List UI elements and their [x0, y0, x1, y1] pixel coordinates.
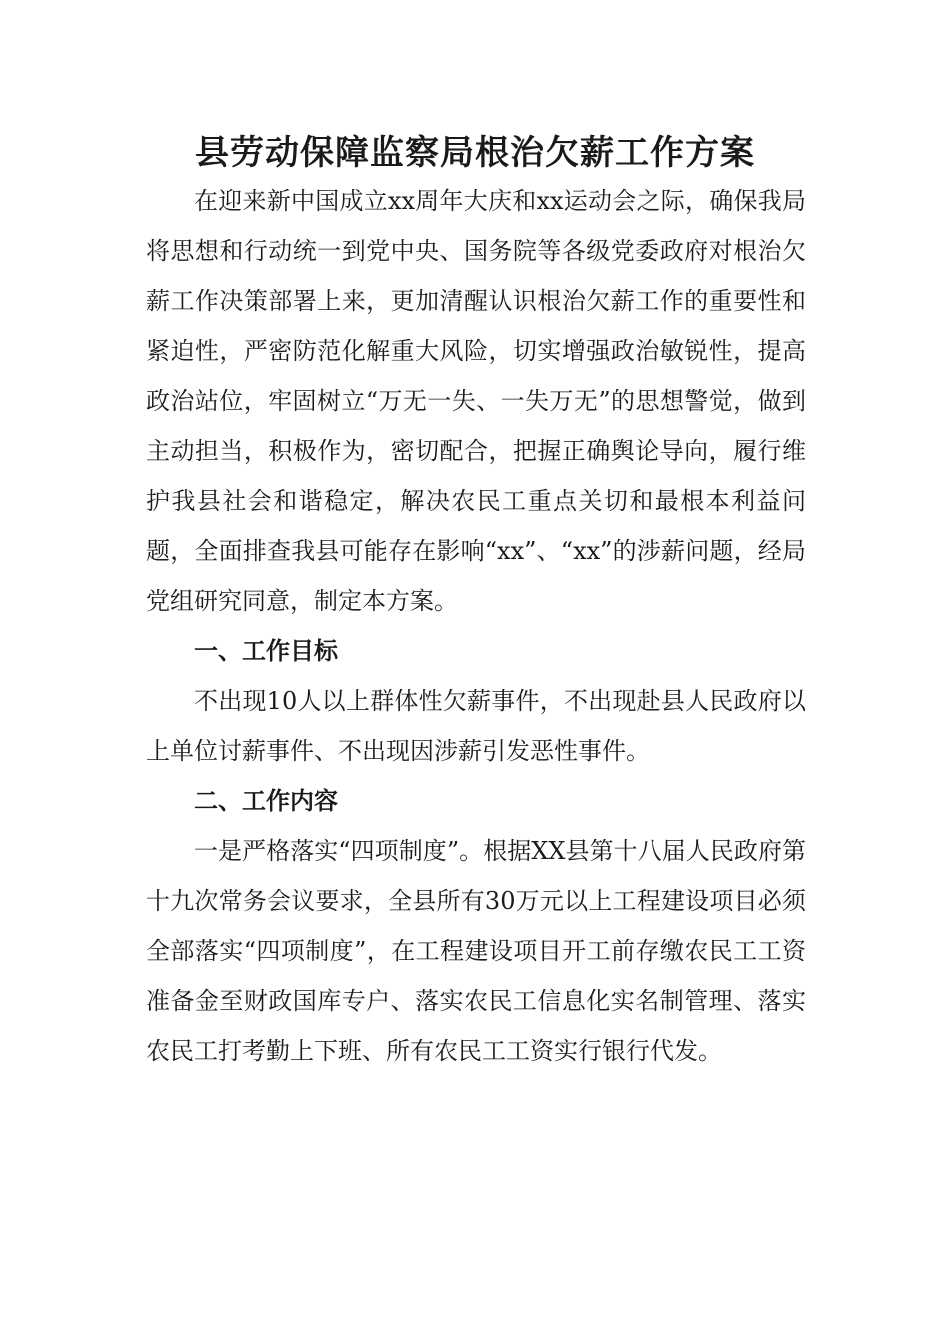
document-body [146, 176, 806, 1076]
section-heading-work-content: 二、工作内容 [194, 787, 338, 815]
intro-paragraph: 在迎来新中国成立xx周年大庆和xx运动会之际，确保我局将思想和行动统一到党中央、国务院等各级党委政府对根治欠薪工作决策部署上来，更加清醒认识根治欠薪工作的重要性和紧迫性，严密防范化解重大风险，切实增强政治敏锐性，提高政治站位，牢固树立“万无一失、一失万无”的思想警觉，做到主动担当，积极作为，密切配合，把握正确舆论导向，履行维护我县社会和谐稳定，解决农民工重点关切和最根本利益问题，全面排查我县可能存在影响“xx”、“xx”的涉薪问题，经局党组研究同意，制定本方案。 [146, 187, 806, 615]
work-content-paragraph: 一是严格落实“四项制度”。根据XX县第十八届人民政府第十九次常务会议要求，全县所有30万元以上工程建设项目必须全部落实“四项制度”，在工程建设项目开工前存缴农民工工资准备金至财政国库专户、落实农民工信息化实名制管理、落实农民工打考勤上下班、所有农民工工资实行银行代发。 [146, 837, 806, 1065]
section-heading-work-goals: 一、工作目标 [194, 637, 338, 665]
work-goals-paragraph: 不出现10人以上群体性欠薪事件，不出现赴县人民政府以上单位讨薪事件、不出现因涉薪引发恶性事件。 [146, 687, 806, 765]
document-title: 县劳动保障监察局根治欠薪工作方案 [195, 133, 755, 173]
